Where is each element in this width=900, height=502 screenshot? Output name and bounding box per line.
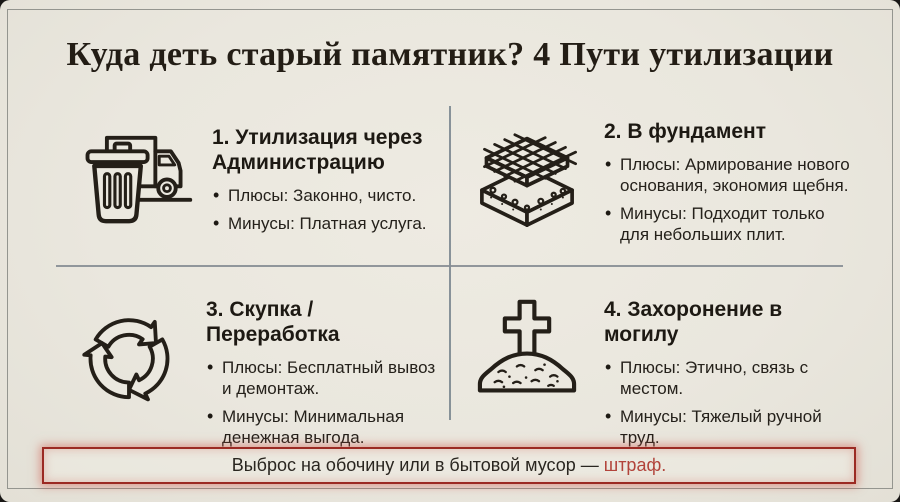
grave-cross-icon — [462, 288, 592, 455]
card-bullets — [206, 357, 444, 448]
card-grave — [462, 288, 854, 455]
warning-banner — [42, 447, 856, 484]
bullet-cons: • Минусы: Платная услуга. — [212, 213, 442, 234]
bullet-cons: • Минусы: Тяжелый ручной труд. — [604, 406, 854, 448]
foundation-mesh-icon-svg — [469, 120, 585, 229]
card-bullets — [212, 185, 442, 234]
card-heading: 4. Захоронение в могилу — [604, 298, 783, 346]
card-heading: 2. В фундамент — [604, 120, 767, 143]
vertical-divider — [449, 106, 451, 420]
trash-truck-icon-svg — [72, 128, 198, 229]
recycle-icon — [64, 288, 194, 455]
warning-text — [232, 455, 667, 476]
card-foundation — [462, 110, 854, 252]
card-bullets — [604, 357, 854, 448]
bullet-cons: • Минусы: Минимальная денежная выгода. — [206, 406, 444, 448]
page-title: Куда деть старый памятник? 4 Пути утилизации — [66, 36, 834, 73]
trash-truck-icon — [70, 114, 200, 241]
card-heading: 3. Скупка / Переработка — [206, 298, 340, 346]
foundation-mesh-icon — [462, 110, 592, 252]
card-text — [604, 110, 854, 252]
card-bullets — [604, 154, 854, 245]
bullet-cons: • Минусы: Подходит только для небольших плит. — [604, 203, 854, 245]
card-text — [206, 288, 444, 455]
card-text — [212, 114, 442, 241]
bullet-pros: • Плюсы: Законно, чисто. — [212, 185, 442, 206]
horizontal-divider — [56, 265, 843, 267]
card-heading: 1. Утилизация через Администрацию — [212, 126, 423, 174]
bullet-pros: • Плюсы: Армирование нового основания, экономия щебня. — [604, 154, 854, 196]
recycle-icon-svg — [74, 300, 184, 410]
warning-text-prefix: Выброс на обочину или в бытовой мусор — — [231, 455, 604, 475]
card-administration — [70, 114, 442, 241]
bullet-pros: • Плюсы: Этично, связь с местом. — [604, 357, 854, 399]
grave-cross-icon-svg — [467, 296, 587, 400]
warning-text-highlight: штраф. — [603, 455, 667, 475]
card-text — [604, 288, 854, 455]
card-recycling — [64, 288, 444, 455]
bullet-pros: • Плюсы: Бесплатный вывоз и демонтаж. — [206, 357, 444, 399]
